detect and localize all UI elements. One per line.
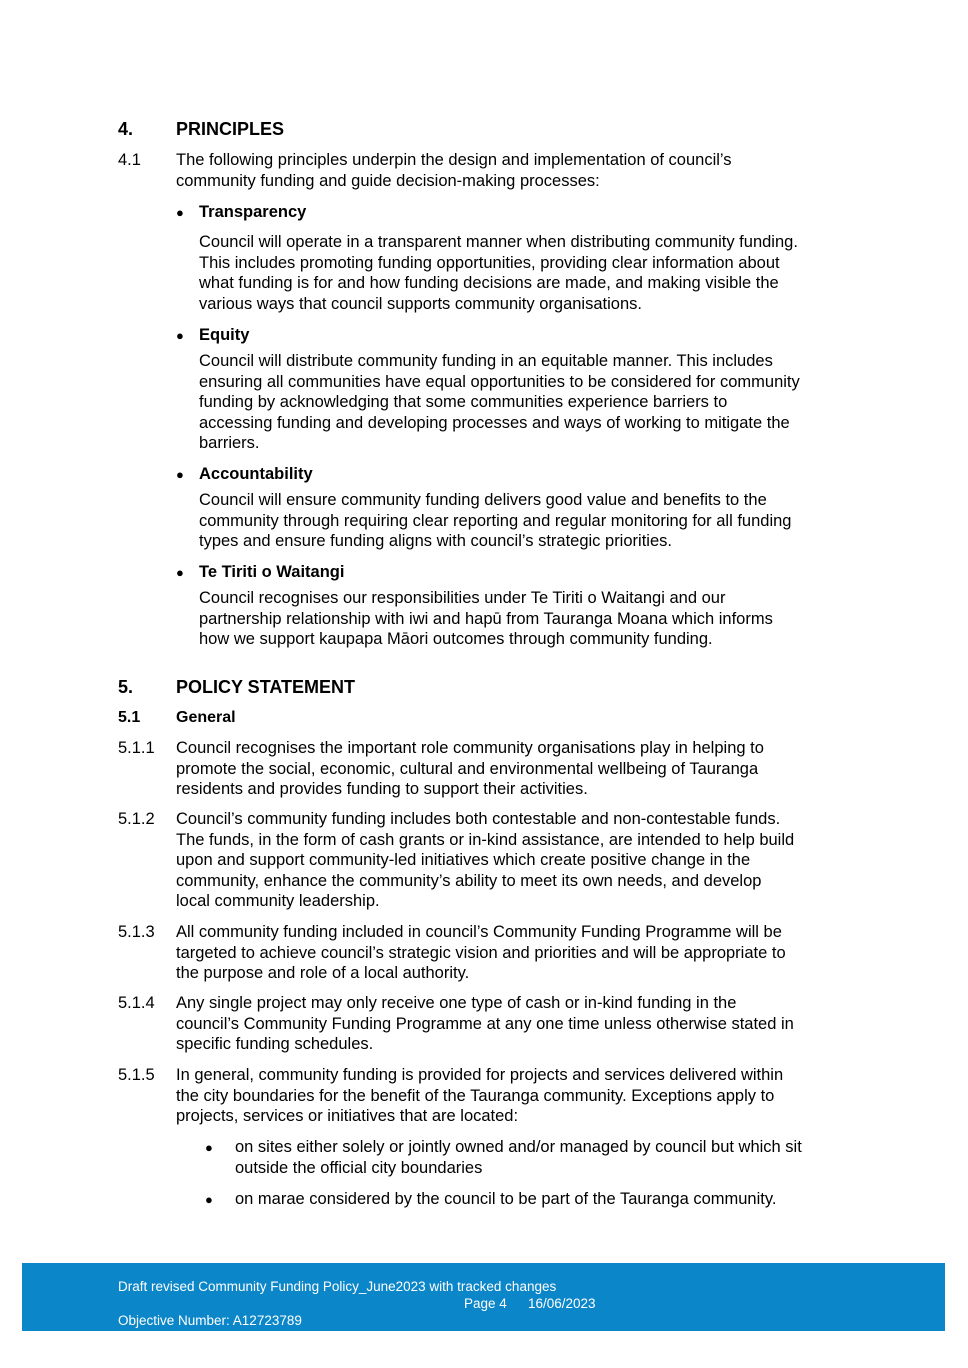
clause-number: 5.1.4	[118, 994, 155, 1012]
bullet-icon: ●	[176, 565, 184, 580]
paragraph-line: community through requiring clear reporting and regular monitoring for all funding	[199, 511, 792, 530]
paragraph-line: community funding and guide decision-making processes:	[176, 171, 600, 190]
paragraph-line: Council will ensure community funding delivers good value and benefits to the	[199, 491, 767, 509]
subsection-title: General	[176, 709, 236, 726]
footer-date: 16/06/2023	[528, 1296, 596, 1311]
bullet-icon: ●	[205, 1192, 213, 1207]
paragraph-line: specific funding schedules.	[176, 1035, 374, 1054]
principle-title: Te Tiriti o Waitangi	[199, 563, 345, 581]
paragraph-line: local community leadership.	[176, 892, 380, 911]
clause-number: 4.1	[118, 151, 141, 169]
section-number: 5.	[118, 677, 134, 697]
paragraph-line: Council recognises our responsibilities under Te Tiriti o Waitangi and our	[199, 589, 726, 607]
footer-objective-number: Objective Number: A12723789	[118, 1313, 302, 1328]
footer-document-title: Draft revised Community Funding Policy_June2023 with tracked changes	[118, 1279, 557, 1294]
paragraph-line: partnership relationship with iwi and hapū from Tauranga Moana which informs	[199, 609, 773, 628]
list-item-line: on marae considered by the council to be part of the Tauranga community.	[235, 1190, 777, 1208]
principle-title: Equity	[199, 326, 250, 344]
footer-page-number: Page 4	[464, 1296, 507, 1311]
paragraph-line: Council recognises the important role community organisations play in helping to	[176, 739, 764, 757]
clause-number: 5.1.3	[118, 923, 155, 941]
paragraph-line: accessing funding and developing processes and ways of working to mitigate the	[199, 413, 790, 432]
paragraph-line: various ways that council supports community organisations.	[199, 294, 642, 313]
section-title: POLICY STATEMENT	[176, 677, 356, 697]
paragraph-line: ensuring all communities have equal opportunities to be considered for community	[199, 372, 800, 391]
paragraph-line: Any single project may only receive one type of cash or in-kind funding in the	[176, 994, 737, 1012]
paragraph-line: council’s Community Funding Programme at any one time unless otherwise stated in	[176, 1014, 794, 1033]
paragraph-line: how we support kaupapa Māori outcomes through community funding.	[199, 630, 713, 649]
bullet-icon: ●	[205, 1140, 213, 1155]
paragraph-line: funding by acknowledging that some communities experience barriers to	[199, 393, 728, 412]
list-item-line: outside the official city boundaries	[235, 1158, 483, 1177]
principle-title: Transparency	[199, 203, 307, 221]
clause-number: 5.1.1	[118, 739, 155, 757]
paragraph-line: the city boundaries for the benefit of the Tauranga community. Exceptions apply to	[176, 1086, 775, 1105]
paragraph-line: residents and provides funding to support their activities.	[176, 780, 588, 799]
section-number: 4.	[118, 119, 134, 139]
clause-number: 5.1.2	[118, 810, 155, 828]
paragraph-line: The funds, in the form of cash grants or in-kind assistance, are intended to help build	[176, 830, 795, 849]
clause-number: 5.1.5	[118, 1066, 155, 1084]
paragraph-line: All community funding included in council’s Community Funding Programme will be	[176, 923, 782, 941]
paragraph-line: promote the social, economic, cultural and environmental wellbeing of Tauranga	[176, 759, 759, 778]
paragraph-line: upon and support community-led initiatives which create positive change in the	[176, 851, 751, 870]
paragraph-line: Council’s community funding includes both contestable and non-contestable funds.	[176, 810, 781, 828]
paragraph-line: types and ensure funding aligns with council’s strategic priorities.	[199, 532, 672, 551]
page-footer	[22, 1263, 945, 1331]
subsection-number: 5.1	[118, 709, 141, 726]
paragraph-line: Council will operate in a transparent manner when distributing community funding.	[199, 233, 798, 251]
paragraph-line: projects, services or initiatives that are located:	[176, 1107, 519, 1126]
paragraph-line: In general, community funding is provided for projects and services delivered within	[176, 1066, 784, 1084]
list-item-line: on sites either solely or jointly owned and/or managed by council but which sit	[235, 1138, 802, 1156]
paragraph-line: community, enhance the community’s ability to meet its own needs, and develop	[176, 871, 762, 890]
paragraph-line: barriers.	[199, 434, 260, 453]
bullet-icon: ●	[176, 205, 184, 220]
paragraph-line: This includes promoting funding opportunities, providing clear information about	[199, 253, 780, 272]
paragraph-line: what funding is for and how funding decisions are made, and making visible the	[199, 274, 779, 293]
bullet-icon: ●	[176, 467, 184, 482]
section-title: PRINCIPLES	[176, 119, 285, 139]
paragraph-line: the purpose and role of a local authority.	[176, 964, 470, 983]
bullet-icon: ●	[176, 328, 184, 343]
paragraph-line: Council will distribute community funding in an equitable manner. This includes	[199, 352, 773, 370]
paragraph-line: The following principles underpin the design and implementation of council’s	[176, 151, 732, 169]
paragraph-line: targeted to achieve council’s strategic vision and priorities and will be appropriate to	[176, 943, 786, 962]
principle-title: Accountability	[199, 465, 313, 483]
